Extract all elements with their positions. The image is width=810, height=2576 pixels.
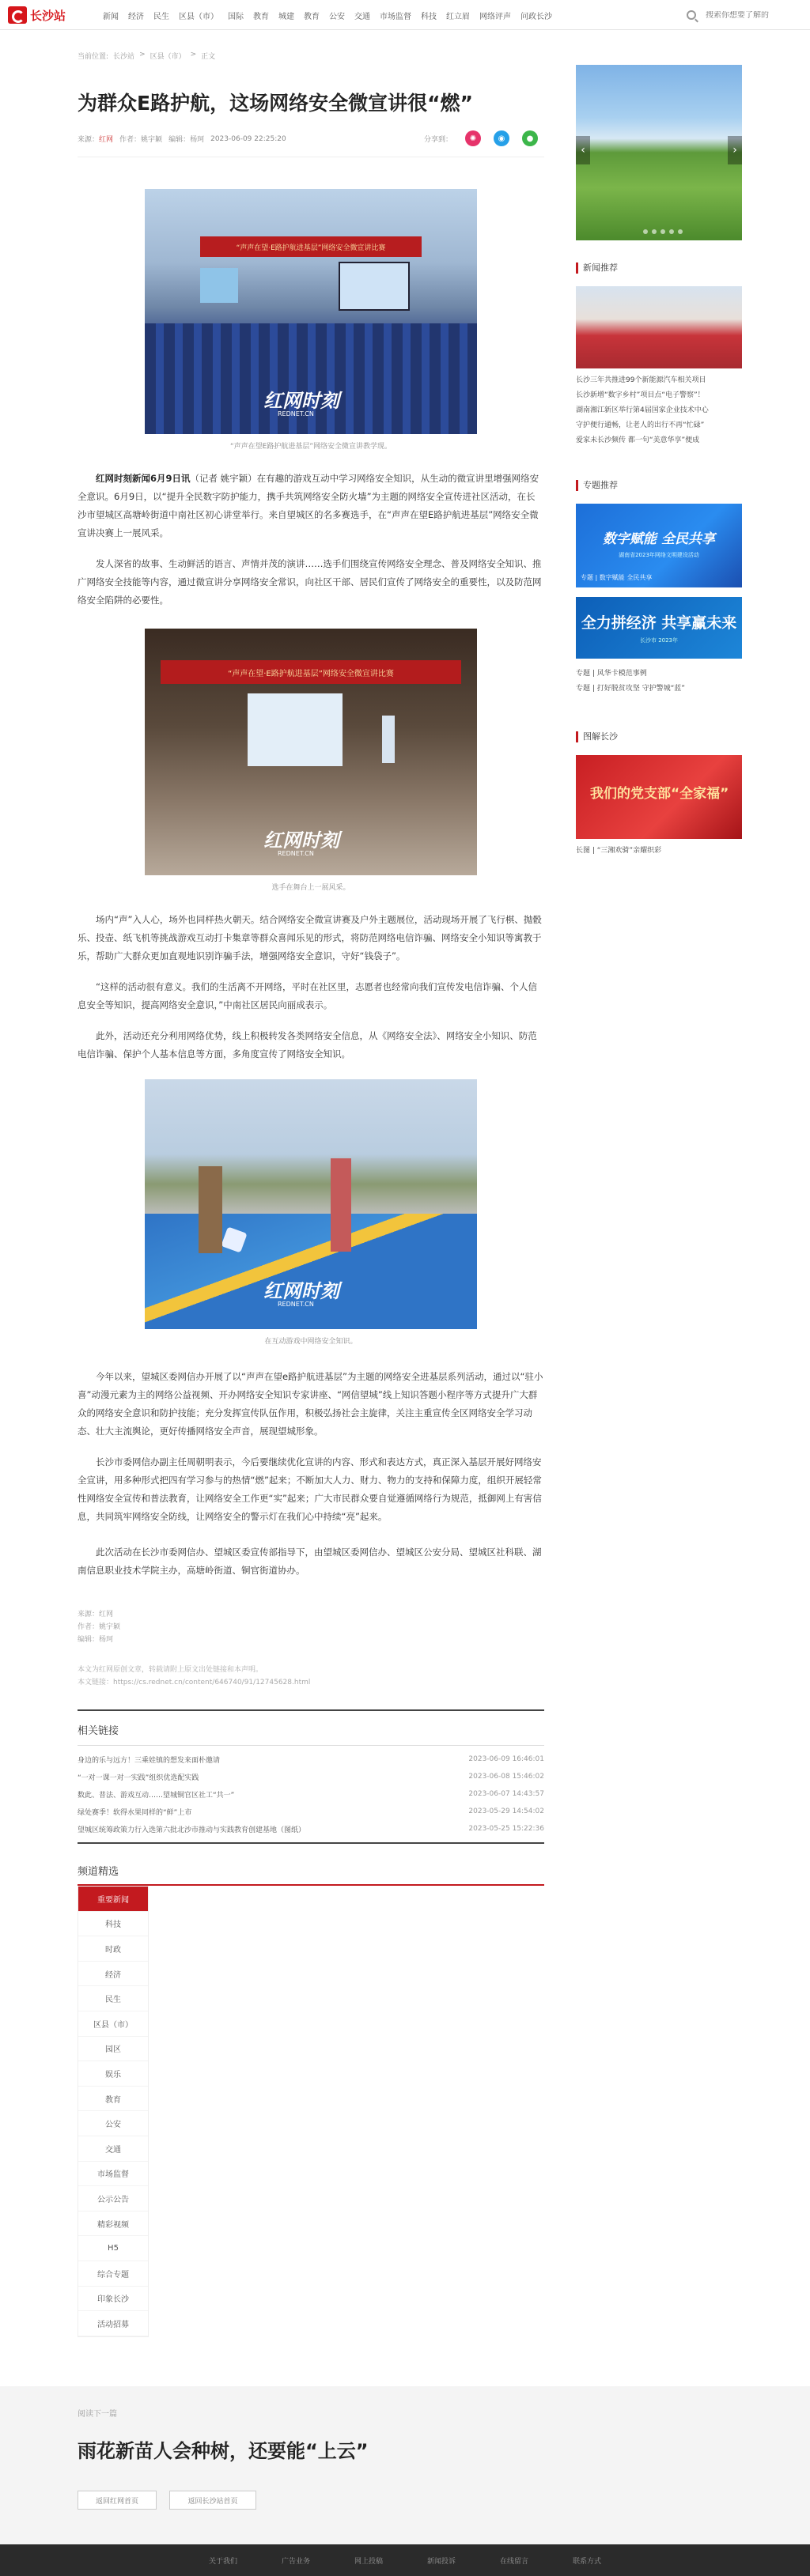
related-date: 2023-06-09 16:46:01 (468, 1755, 544, 1763)
news-item[interactable]: 守护便行通畅，让老人的出行不再“忙碌” (576, 421, 705, 429)
main-nav (98, 9, 557, 21)
related-list (78, 1751, 544, 1838)
nav-item[interactable]: 城建 (278, 13, 294, 21)
search-box (687, 7, 805, 23)
breadcrumb (78, 51, 544, 61)
nav-item[interactable]: 国际 (228, 13, 244, 21)
channel-home-button[interactable]: 返回长沙站首页 (169, 2491, 256, 2510)
lead-bold: 红网时刻新闻6月9日讯 (96, 473, 191, 484)
audience-shape (145, 323, 477, 434)
wechat-share-icon[interactable]: ● (522, 130, 538, 146)
next-label: 阅读下一篇 (78, 2410, 117, 2419)
footer-link[interactable]: 新闻投诉 (427, 2557, 456, 2566)
watermark-sub: REDNET.CN (278, 850, 314, 857)
channel-item[interactable]: 园区 (78, 2037, 148, 2062)
topic-recommend-title: 专题推荐 (576, 480, 742, 491)
footer (0, 2544, 810, 2576)
watermark-sub: REDNET.CN (278, 410, 314, 417)
related-text[interactable]: “一对一课一对一实践”组织优选配实践 (78, 1773, 199, 1782)
related-date: 2023-06-08 15:46:02 (468, 1773, 544, 1781)
site-logo[interactable] (8, 5, 66, 25)
channel-item[interactable]: 教育 (78, 2087, 148, 2112)
nav-item[interactable]: 区县（市） (179, 13, 218, 21)
copyright-line: 本文为红网原创文章，转载请附上原文出处链接和本声明。 (78, 1666, 263, 1674)
channel-item[interactable]: 市场监督 (78, 2162, 148, 2187)
person-shape (331, 1158, 351, 1252)
topic-banner-1-text: 数字赋能 全民共享 (603, 531, 715, 547)
footer-link[interactable]: 网上投稿 (354, 2557, 383, 2566)
nav-item[interactable]: 新闻 (103, 13, 119, 21)
breadcrumb-item: 当前位置: (78, 53, 109, 61)
article-paragraph: 今年以来，望城区委网信办开展了以“声声在望e路护航进基层”为主题的网络安全进基层系列活动，通过以“驻小喜”动漫元素为主的网络公益视频、开办网络安全知识专家讲座、“网信望城”线上知识答题小程序等方式提升广大群众的网络安全意识和防护技能；充分发挥宣传队伍作用，积极弘扬社会主旋律，关注主重宣传全区网络安全学习动态、壮大主流舆论，更好传播网络安全声音，展现望城形象。 (78, 1371, 543, 1437)
search-icon[interactable] (687, 10, 696, 20)
share-label: 分享到： (423, 135, 452, 144)
channel-item[interactable]: 公示公告 (78, 2186, 148, 2212)
left-screen-shape (200, 268, 238, 303)
channels-title: 频道精选 (78, 1863, 544, 1886)
watermark-sub: REDNET.CN (278, 1301, 314, 1308)
channel-item[interactable]: 综合专题 (78, 2261, 148, 2287)
next-article (0, 2386, 810, 2544)
related-title: 相关链接 (78, 1722, 544, 1746)
topic-banner-1-sub: 湖南省2023年网络文明建设活动 (619, 552, 699, 558)
channel-item[interactable]: 重要新闻 (78, 1887, 148, 1912)
screen-shape (248, 693, 343, 766)
channel-item[interactable]: 公安 (78, 2111, 148, 2136)
article-photo-2 (145, 629, 477, 875)
news-item[interactable]: 长沙三年共推进99个新能源汽车相关项目 (576, 376, 706, 384)
news-recommend-list (576, 373, 742, 448)
image-slider (576, 65, 742, 240)
channel-item[interactable]: 交通 (78, 2136, 148, 2162)
publish-time: 2023-06-09 22:25:20 (210, 134, 286, 143)
news-recommend-image[interactable] (576, 286, 742, 368)
news-item[interactable]: 爱家未长沙频传 都一句“美意华享”便成 (576, 436, 700, 444)
screen-shape (339, 262, 410, 311)
related-divider (78, 1838, 544, 1844)
channel-item[interactable]: 时政 (78, 1936, 148, 1962)
related-text[interactable]: 数此、普法、游戏互动……望城铜官区社工“共一” (78, 1791, 235, 1800)
slider-dot[interactable] (643, 229, 648, 234)
breadcrumb-sep: > (190, 51, 197, 59)
article-paragraph: “这样的活动很有意义。我们的生活离不开网络，平时在社区里，志愿者也经常向我们宣传发电信诈骗、个人信息安全等知识，提高网络安全意识，”中南社区居民向丽成表示。 (78, 981, 537, 1010)
share-bar (424, 130, 544, 146)
topic-banner-1-label: 专题 | 数字赋能 全民共享 (581, 574, 653, 581)
slider-dot[interactable] (678, 229, 683, 234)
news-item[interactable]: 湖南湘江新区举行第4届国家企业技术中心 (576, 406, 709, 414)
nav-item[interactable]: 经济 (128, 13, 144, 21)
image-banner-text: 我们的党支部“全家福” (590, 786, 729, 802)
related-text[interactable]: 绿处赛季！软得水果同样的“鲜”上市 (78, 1808, 192, 1817)
top-header (0, 0, 810, 30)
watermark: 红网时刻 (263, 829, 339, 852)
article-photo-3 (145, 1079, 477, 1329)
editor-line: 编辑：杨珂 (78, 1636, 114, 1644)
footer-link[interactable]: 关于我们 (208, 2557, 237, 2566)
source-value: 红网 (99, 136, 114, 144)
source-line: 来源：红网 (78, 1611, 114, 1618)
slider-dot[interactable] (669, 229, 674, 234)
slider-prev-icon[interactable]: ‹ (576, 136, 590, 164)
image-changsha-list (576, 844, 742, 859)
image-changsha-banner[interactable] (576, 755, 742, 839)
related-text[interactable]: 身边的乐与远方！三乘娃镇的想发来面朴邀请 (78, 1756, 221, 1765)
nav-item[interactable]: 红立眉 (446, 13, 470, 21)
slider-dot[interactable] (652, 229, 657, 234)
copyright-block (78, 1664, 544, 1711)
author-label: 作者： (119, 136, 142, 144)
breadcrumb-sep: > (139, 51, 146, 59)
related-text[interactable]: 望城区统筹政策力行入选第六批北沙市推动与实践教育创建基地（图纸） (78, 1826, 306, 1834)
news-item[interactable]: 长沙新增“数字乡村”项目点“电子警察”！ (576, 391, 705, 399)
footer-link[interactable]: 广告业务 (281, 2557, 310, 2566)
nav-item[interactable]: 交通 (354, 13, 370, 21)
person-shape (199, 1166, 222, 1253)
home-button[interactable]: 返回红网首页 (78, 2491, 157, 2510)
channel-item[interactable]: 科技 (78, 1912, 148, 1937)
related-item[interactable] (78, 1751, 544, 1768)
qq-share-icon[interactable]: ◉ (494, 130, 509, 146)
author-line: 作者：姚宇颖 (78, 1623, 121, 1631)
related-date: 2023-05-25 15:22:36 (468, 1825, 544, 1833)
article-paragraph: 此次活动在长沙市委网信办、望城区委宣传部指导下，由望城区委网信办、望城区公安分局、望城区社科联、湖南信息职业技术学院主办，高塘岭街道、铜官街道协办。 (78, 1547, 542, 1576)
nav-item[interactable]: 公安 (329, 13, 345, 21)
editor-label: 编辑： (168, 136, 191, 144)
photo-caption-2: 选手在舞台上一展风采。 (271, 884, 350, 892)
nav-item[interactable]: 民生 (153, 13, 169, 21)
article-paragraph: 长沙市委网信办副主任周朝明表示，今后要继续优化宣讲的内容、形式和表达方式，真正深入基层开展好网络安全宣讲，用多种形式把四有学习参与的热情“燃”起来；不断加大人力、财力、物力的支持和保障力度，组织开展轻常性网络安全宣传和普法教育，让网络安全工作更“实”起来；广大市民群众要自觉遵循网络行为规范，抵御网上有害信息，共同筑牢网络安全防线，让网络安全的警示灯在我们心中持续“亮”起来。 (78, 1456, 542, 1522)
author-value: 姚宇颖 (141, 136, 163, 144)
channel-item[interactable]: 印象长沙 (78, 2287, 148, 2312)
topic-item[interactable]: 专题 | 风华卡模范事例 (576, 670, 647, 678)
article-link[interactable]: 本文链接：https://cs.rednet.cn/content/646740/91/12745628.html (78, 1679, 311, 1686)
related-date: 2023-06-07 14:43:57 (468, 1790, 544, 1798)
topic-banner-2-sub: 长沙市 2023年 (639, 637, 679, 644)
footer-link[interactable]: 联系方式 (573, 2557, 602, 2566)
nav-item[interactable]: 科技 (421, 13, 437, 21)
topic-banner-2-text: 全力拼经济 共享赢未来 (581, 614, 737, 632)
article-title: 为群众E路护航，这场网络安全微宣讲很“燃” (78, 92, 473, 115)
watermark: 红网时刻 (263, 1280, 339, 1302)
nav-item[interactable]: 教育 (304, 13, 320, 21)
editor-value: 杨珂 (190, 136, 205, 144)
channel-item[interactable]: 精彩视频 (78, 2212, 148, 2237)
channel-item[interactable]: 活动招募 (78, 2311, 148, 2336)
article-source-block (78, 1608, 544, 1646)
nav-item[interactable]: 市场监督 (380, 13, 411, 21)
related-item[interactable] (78, 1768, 544, 1785)
slider-dot[interactable] (660, 229, 665, 234)
article-main (78, 51, 544, 2337)
weibo-share-icon[interactable]: ✺ (465, 130, 481, 146)
channel-item[interactable]: 民生 (78, 1986, 148, 2011)
speaker-shape (382, 716, 395, 763)
logo-text: 长沙站 (30, 8, 66, 23)
photo-banner: “声声在望·E路护航进基层”网络安全微宣讲比赛 (161, 660, 461, 684)
slider-next-icon[interactable]: › (728, 136, 742, 164)
image-changsha-title: 图解长沙 (576, 731, 742, 742)
topic-banner-2[interactable] (576, 597, 742, 659)
news-recommend-title: 新闻推荐 (576, 263, 742, 274)
topic-item[interactable]: 专题 | 打好脱贫攻坚 守护警城“蓝” (576, 685, 685, 693)
sidebar (576, 65, 742, 859)
article-photo-1 (145, 189, 477, 434)
breadcrumb-item[interactable]: 长沙站 (113, 53, 135, 61)
breadcrumb-item[interactable]: 区县（市） (150, 53, 186, 61)
article-paragraph: 场内“声”入人心，场外也同样热火朝天。结合网络安全微宣讲赛及户外主题展位，活动现场开展了飞行棋、抛骰乐、投壶、纸飞机等挑战游戏互动打卡集章等群众喜闻乐见的形式，将防范网络电信诈骗、网络安全小知识等寓教于乐，帮助广大群众更加直观地识别诈骗手法，增强网络安全意识，守好“钱袋子”。 (78, 914, 542, 961)
lead-text: （记者 姚宇颖）在有趣的游戏互动中学习网络安全知识，从生动的微宣讲里增强网络安全意识。6月9日，以“提升全民数字防护能力，携手共筑网络安全防火墙”为主题的网络安全宣传进社区活动，在长沙市望城区高塘岭街道中南社区初心讲堂举行。来自望城区的名多赛选手，在“声声在望E路护航进基层”网络安全微宣讲决赛上一展风采。 (78, 473, 539, 538)
nav-item[interactable]: 教育 (253, 13, 269, 21)
related-item[interactable] (78, 1803, 544, 1820)
article-meta (78, 130, 544, 157)
channel-item[interactable]: H5 (78, 2236, 148, 2261)
related-date: 2023-05-29 14:54:02 (468, 1807, 544, 1815)
watermark: 红网时刻 (263, 390, 339, 412)
game-mat-shape (145, 1214, 477, 1329)
channel-item[interactable]: 经济 (78, 1962, 148, 1987)
channel-item[interactable]: 娱乐 (78, 2061, 148, 2087)
breadcrumb-item: 正文 (201, 53, 216, 61)
nav-item[interactable]: 问政长沙 (520, 13, 552, 21)
nav-item[interactable]: 网络评声 (479, 13, 511, 21)
source-label: 来源： (78, 136, 100, 144)
image-item[interactable]: 长图 | “三湘欢骑”亲耀织彩 (576, 847, 662, 855)
photo-caption-3: 在互动游戏中网络安全知识。 (264, 1338, 358, 1346)
channels-list (78, 1886, 149, 2337)
search-input[interactable] (706, 11, 793, 20)
topic-list (576, 667, 742, 697)
logo-mark-icon (8, 6, 27, 24)
photo-caption-1: “声声在望E路护航进基层”网络安全微宣讲教学现。 (229, 443, 392, 451)
article-paragraph (78, 470, 544, 542)
related-item[interactable] (78, 1820, 544, 1838)
channel-item[interactable]: 区县（市） (78, 2011, 148, 2037)
footer-link[interactable]: 在线留言 (500, 2557, 529, 2566)
photo-banner: “声声在望·E路护航进基层”网络安全微宣讲比赛 (200, 236, 422, 257)
next-title[interactable]: 雨花新苗人会种树，还要能“上云” (78, 2440, 369, 2462)
article-paragraph: 此外，活动还充分利用网络优势，线上积极转发各类网络安全信息，从《网络安全法》、网络安全小知识、防范电信诈骗、保护个人基本信息等方面，多角度宣传了网络安全知识。 (78, 1030, 537, 1059)
article-paragraph: 发人深省的故事、生动鲜活的语言、声情并茂的演讲……选手们围绕宣传网络安全理念、普及网络安全知识、推广网络安全技能等内容，通过微宣讲分享网络安全常识，向社区干部、居民们宣传了网络安全的重要性，以及防范网络安全陷阱的必要性。 (78, 558, 542, 606)
slider-dots (643, 229, 683, 234)
related-item[interactable] (78, 1785, 544, 1803)
topic-banner-1[interactable] (576, 504, 742, 587)
